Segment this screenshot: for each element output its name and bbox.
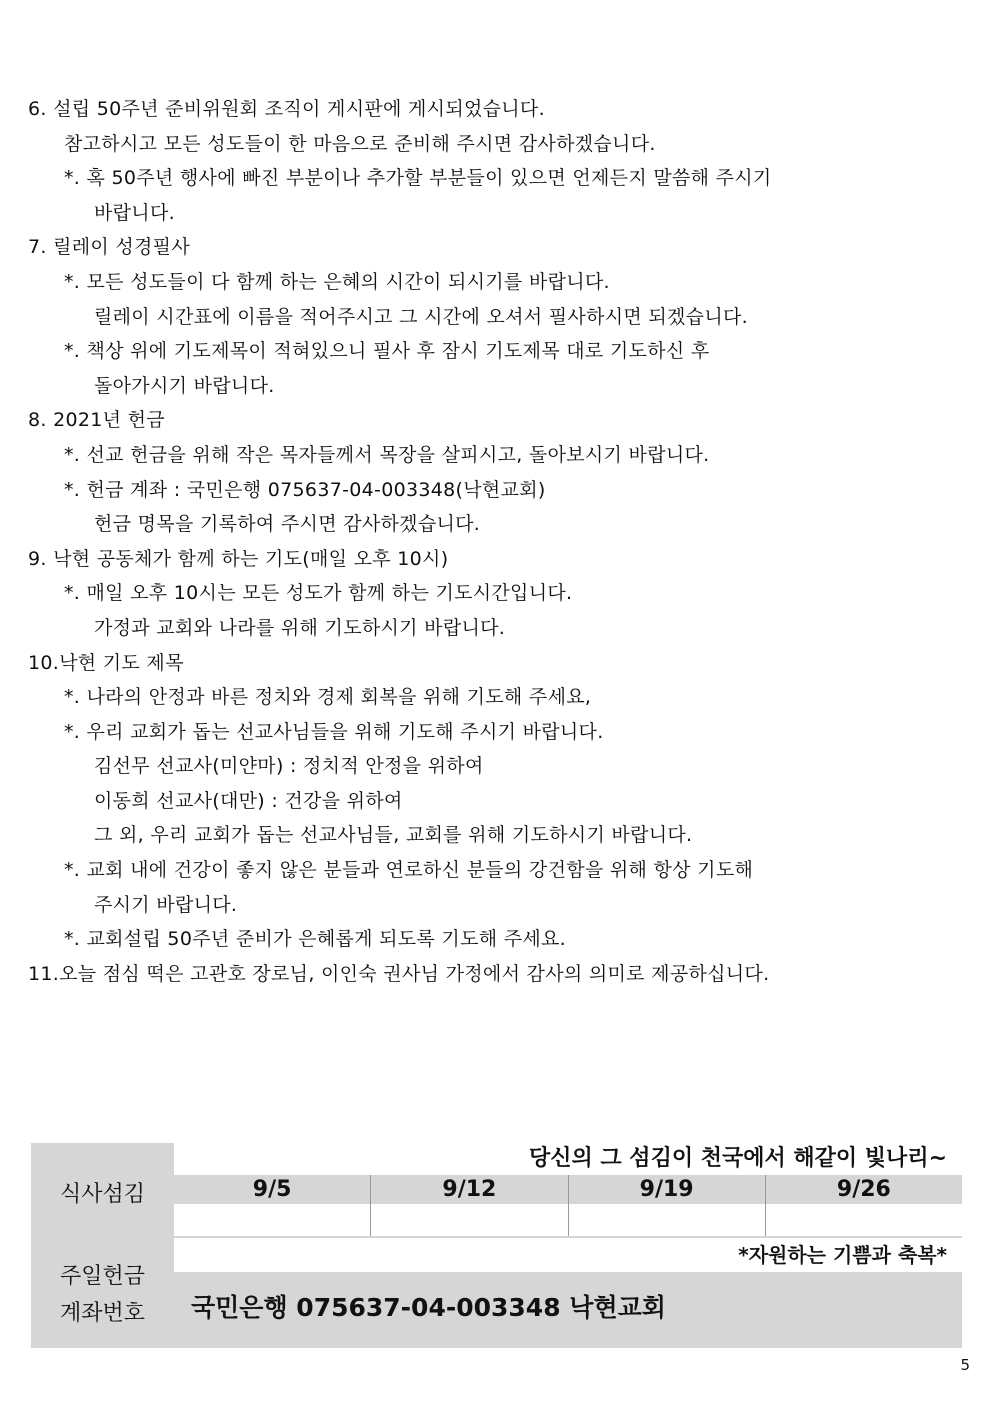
meal-server-cell — [569, 1204, 766, 1236]
notice-line: *. 나라의 안정과 바른 정치와 경제 회복을 위해 기도해 주세요, — [64, 686, 592, 709]
meal-date-cell: 9/12 — [371, 1175, 568, 1204]
account-number-label: 계좌번호 — [59, 1301, 145, 1326]
notice-line: 김선무 선교사(미얀마) : 정치적 안정을 위하여 — [94, 755, 484, 778]
notice-line: 그 외, 우리 교회가 돕는 선교사님들, 교회를 위해 기도하시기 바랍니다. — [94, 824, 693, 847]
notice-line: *. 교회 내에 건강이 좋지 않은 분들과 연로하신 분들의 강건함을 위해 항상 기도해 — [64, 859, 754, 882]
meal-date-cell: 9/26 — [836, 1177, 891, 1202]
notice-line: *. 선교 헌금을 위해 작은 목자들께서 목장을 살피시고, 돌아보시기 바랍니다. — [64, 443, 710, 466]
meal-date-row — [174, 1175, 962, 1204]
page-number: 5 — [960, 1356, 970, 1374]
notice-heading: 11.오늘 점심 떡은 고관호 장로님, 이인숙 권사님 가정에서 감사의 의미로 제공하십니다. — [28, 962, 770, 985]
notice-line: 참고하시고 모든 성도들이 한 마음으로 준비해 주시면 감사하겠습니다. — [64, 132, 656, 155]
notice-heading: 10.낙현 기도 제목 — [28, 651, 184, 674]
notice-line: 바랍니다. — [94, 201, 175, 224]
account-box — [174, 1272, 962, 1348]
meal-server-row — [174, 1204, 962, 1236]
meal-date-cell: 9/19 — [569, 1175, 766, 1204]
notice-line: *. 모든 성도들이 다 함께 하는 은혜의 시간이 되시기를 바랍니다. — [64, 270, 610, 293]
notice-line: 릴레이 시간표에 이름을 적어주시고 그 시간에 오셔서 필사하시면 되겠습니다. — [94, 305, 748, 328]
notice-heading: 9. 낙현 공동체가 함께 하는 기도(매일 오후 10시) — [28, 547, 449, 570]
meal-server-cell — [371, 1204, 568, 1236]
meal-date-cell: 9/5 — [174, 1175, 371, 1204]
offering-note: *자원하는 기쁨과 축복* — [738, 1243, 947, 1267]
meal-service-label: 식사섬김 — [59, 1182, 145, 1207]
notice-line: *. 책상 위에 기도제목이 적혀있으니 필사 후 잠시 기도제목 대로 기도하신 후 — [64, 340, 710, 363]
notice-line: *. 헌금 계좌 : 국민은행 075637-04-003348(낙현교회) — [64, 478, 546, 501]
notice-line: *. 우리 교회가 돕는 선교사님들을 위해 기도해 주시기 바랍니다. — [64, 720, 604, 743]
notice-heading: 7. 릴레이 성경필사 — [28, 236, 190, 259]
notice-line: 돌아가시기 바랍니다. — [94, 374, 275, 397]
notice-line: *. 교회설립 50주년 준비가 은혜롭게 되도록 기도해 주세요. — [64, 928, 567, 951]
meal-server-cell — [766, 1204, 962, 1236]
account-number: 국민은행 075637-04-003348 낙현교회 — [191, 1293, 666, 1322]
notice-heading: 6. 설립 50주년 준비위원회 조직이 게시판에 게시되었습니다. — [28, 98, 545, 120]
notice-line: 주시기 바랍니다. — [94, 893, 238, 916]
footer-label-column — [31, 1143, 174, 1348]
notice-heading: 8. 2021년 헌금 — [28, 409, 165, 432]
notice-line: 헌금 명목을 기록하여 주시면 감사하겠습니다. — [94, 513, 481, 536]
notice-line: 가정과 교회와 나라를 위해 기도하시기 바랍니다. — [94, 616, 506, 639]
notice-line: 이동희 선교사(대만) : 건강을 위하여 — [94, 789, 403, 812]
notice-line: *. 혹 50주년 행사에 빠진 부분이나 추가할 부분들이 있으면 언제든지 말씀해 주시기 — [64, 167, 772, 190]
notice-list — [28, 92, 948, 991]
service-tagline: 당신의 그 섬김이 천국에서 해같이 빛나리~ — [528, 1146, 947, 1171]
meal-server-cell — [174, 1204, 371, 1236]
notice-line: *. 매일 오후 10시는 모든 성도가 함께 하는 기도시간입니다. — [64, 582, 573, 605]
service-footer-table — [31, 1143, 962, 1348]
offering-label: 주일헌금 — [59, 1264, 145, 1289]
